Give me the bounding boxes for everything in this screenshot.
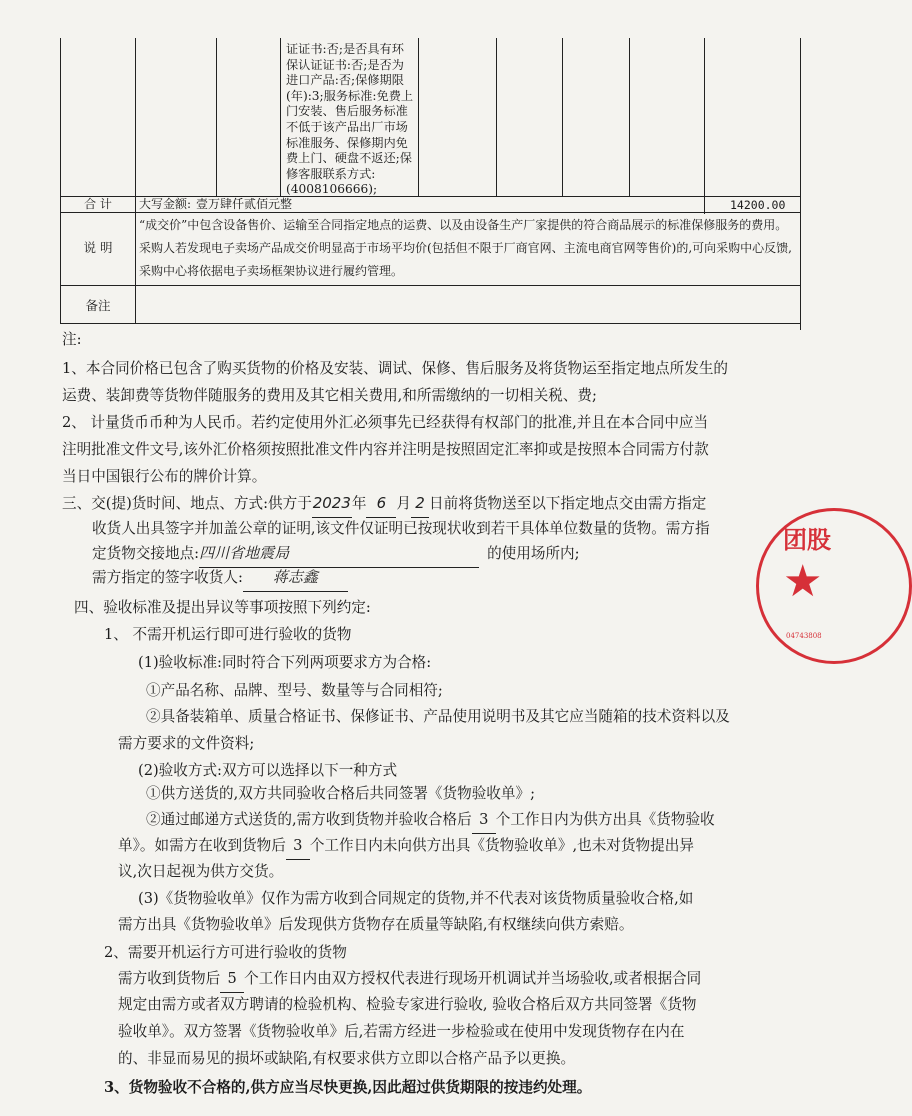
note-1-line-2: 运费、装卸费等货物伴随服务的费用及其它相关费用,和所需缴纳的一切相关税、费; [62,387,597,404]
delivery-day: 2 [411,490,429,518]
acceptance-s1-3-line-2: 需方出具《货物验收单》后发现供方货物存在质量等缺陷,有权继续向供方索赔。 [118,916,634,933]
acceptance-s1-2b-line-1 [146,806,715,834]
note-1-line-1: 1、本合同价格已包含了购买货物的价格及安装、调试、保修、售后服务及将货物运至指定地点所发生的 [62,360,729,377]
acceptance-s1-1a: ①产品名称、品牌、型号、数量等与合同相符; [146,682,443,699]
amount-label: 大写金额: [139,197,192,211]
acceptance-s1-2a: ①供方送货的,双方共同验收合格后共同签署《货物验收单》; [146,785,535,802]
table-border-right [800,38,801,330]
table-col-line [418,38,419,196]
total-value: 14200.00 [730,198,786,212]
spec-cell-text: 证证书:否;是否具有环保认证证书:否;是否为进口产品:否;保修期限(年):3;服务标准:免费上门安装、售后服务标准不低于该产品出厂市场标准服务、保修期内免费上门、硬盘不返还;保修客服联系方式:(4008106666); [286,42,414,197]
remark-label: 备注 [85,298,111,313]
acceptance-s3: 3、货物验收不合格的,供方应当尽快更换,因此超过供货期限的按违约处理。 [104,1079,592,1096]
s1-2b-pre: ②通过邮递方式送货的,需方收到货物并验收合格后 [146,811,472,828]
days-value-2: 3 [286,832,310,860]
acceptance-s1-3-line-1: (3)《货物验收单》仅作为需方收到合同规定的货物,并不代表对该货物质量验收合格,如 [138,890,694,907]
s1-2b2-post: 个工作日内未向供方出具《货物验收单》,也未对货物提出异 [309,837,694,854]
delivery-line-4 [92,564,348,592]
acceptance-s2: 2、需要开机运行方可进行验收的货物 [104,944,347,961]
acceptance-s1-2b-line-2 [118,832,694,860]
table-col-line [562,38,563,196]
table-border-left [60,38,61,323]
table-col-line [216,38,217,196]
receiver-handwritten: 蒋志鑫 [243,564,348,592]
seal-number: 04743808 [786,632,822,640]
s2-post: 个工作日内由双方授权代表进行现场开机调试并当场验收,或者根据合同 [244,970,702,987]
days-value-1: 3 [472,806,496,834]
table-label-col-line [135,196,136,323]
s1-2b-post: 个工作日内为供方出具《货物验收 [495,811,715,828]
table-col-line [629,38,630,196]
table-col-line [280,38,281,196]
delivery-line-1 [62,490,706,518]
table-row-line [60,212,801,213]
delivery-line-2: 收货人出具签字并加盖公章的证明,该文件仅证明已按现状收到若干具体单位数量的货物。需方指 [92,520,710,537]
table-col-line [704,38,705,214]
note-2-line-1: 2、 计量货币币种为人民币。若约定使用外汇必须事先已经获得有权部门的批准,并且在本合同中应当 [62,414,709,431]
description-label: 说 明 [83,240,113,255]
table-row-line [60,285,801,286]
notes-heading: 注: [62,331,82,348]
delivery-prefix: 三、交(提)货时间、地点、方式:供方于 [62,495,312,512]
acceptance-s1: 1、 不需开机运行即可进行验收的货物 [104,626,352,643]
acceptance-s1-1b-line-2: 需方要求的文件资料; [118,735,255,752]
location-handwritten: 四川省地震局 [199,540,479,568]
table-col-line [135,38,136,196]
delivery-suffix: 日前将货物送至以下指定地点交由需方指定 [429,495,707,512]
acceptance-s1-2: (2)验收方式:双方可以选择以下一种方式 [138,762,398,779]
total-label: 合 计 [84,197,112,211]
month-unit: 月 [396,495,412,512]
acceptance-s2-line-4: 的、非显而易见的损坏或缺陷,有权要求供方立即以合格产品予以更换。 [118,1050,576,1067]
acceptance-title: 四、验收标准及提出异议等事项按照下列约定: [74,599,371,616]
contract-table [0,0,825,330]
acceptance-s1-1b-line-1: ②具备装箱单、质量合格证书、保修证书、产品使用说明书及其它应当随箱的技术资料以及 [146,708,730,725]
note-2-line-2: 注明批准文件文号,该外汇价格须按照批准文件内容并注明是按照固定汇率抑或是按照本合同需方付款 [62,441,709,458]
table-col-line [496,38,497,196]
description-text: “成交价”中包含设备售价、运输至合同指定地点的运费、以及由设备生产厂家提供的符合商品展示的标准保修服务的费用。采购人若发现电子卖场产品成交价明显高于市场平均价(包括但不限于厂商官网、主流电商官网等售价)的,可向采购中心反馈,采购中心将依据电子卖场框架协议进行履约管理。 [139,218,792,278]
acceptance-s2-line-2: 规定由需方或者双方聘请的检验机构、检验专家进行验收, 验收合格后双方共同签署《货物 [118,996,697,1013]
acceptance-s2-line-1 [118,965,701,993]
company-seal [756,508,912,664]
receiver-label: 需方指定的签字收货人: [92,569,243,586]
year-unit: 年 [351,495,367,512]
acceptance-s2-line-3: 验收单》。双方签署《货物验收单》后,若需方经进一步检验或在使用中发现货物存在内在 [118,1023,685,1040]
delivery-month: 6 [366,490,396,518]
s2-pre: 需方收到货物后 [118,970,221,987]
acceptance-s1-1: (1)验收标准:同时符合下列两项要求方为合格: [138,654,432,671]
location-label: 定货物交接地点: [92,545,200,562]
location-suffix: 的使用场所内; [487,545,580,562]
s1-2b2-pre: 单》。如需方在收到货物后 [118,837,286,854]
days-value-3: 5 [220,965,244,993]
note-2-line-3: 当日中国银行公布的牌价计算。 [62,468,267,485]
amount-words: 壹万肆仟贰佰元整 [196,197,293,211]
acceptance-s1-2b-line-3: 议,次日起视为供方交货。 [118,863,284,880]
delivery-year: 2023 [312,490,352,518]
seal-text: 团股 [783,525,831,554]
seal-star-icon: ★ [783,556,823,607]
table-border-bottom [60,323,801,324]
